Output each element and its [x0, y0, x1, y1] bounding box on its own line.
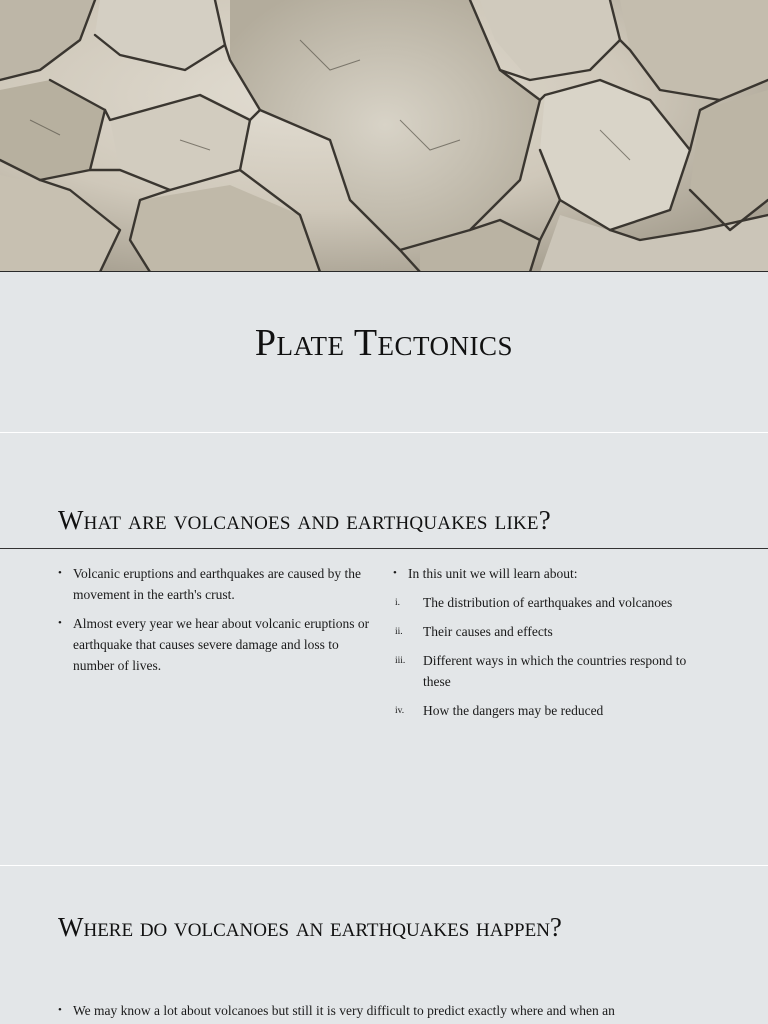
item-text: Their causes and effects	[423, 624, 553, 639]
bullet-marker: •	[58, 1004, 62, 1016]
title-slide	[0, 0, 768, 432]
slide-heading: Where do volcanoes an earthquakes happen?	[58, 912, 562, 942]
list-item	[58, 563, 378, 605]
numbered-item	[393, 650, 693, 692]
roman-numeral: iv.	[395, 706, 405, 716]
title-area	[0, 273, 768, 432]
bullet-text: We may know a lot about volcanoes but still it is very difficult to predict exactly where and when an	[73, 1003, 615, 1018]
bullet-marker: •	[58, 617, 62, 629]
volcanoes-earthquakes-slide	[0, 433, 768, 865]
list-item	[393, 563, 693, 584]
page-title: Plate Tectonics	[254, 322, 514, 364]
roman-numeral: i.	[395, 598, 401, 608]
numbered-item	[393, 592, 693, 613]
roman-numeral: ii.	[395, 627, 403, 637]
numbered-item	[393, 700, 693, 721]
roman-numeral: iii.	[395, 656, 406, 666]
left-column	[58, 563, 378, 684]
item-text: The distribution of earthquakes and volcanoes	[423, 595, 673, 610]
slide-heading: What are volcanoes and earthquakes like?	[58, 505, 551, 535]
bullet-marker: •	[393, 567, 397, 579]
bullet-text: Almost every year we hear about volcanic eruptions or earthquake that causes severe damage and loss to number of lives.	[73, 616, 370, 673]
cracked-earth-image	[0, 0, 768, 272]
slide-body	[58, 1000, 748, 1024]
right-column	[393, 563, 693, 729]
bullet-marker: •	[58, 567, 62, 579]
list-item	[58, 1000, 748, 1021]
bullet-text: Volcanic eruptions and earthquakes are caused by the movement in the earth's crust.	[73, 566, 362, 602]
item-text: How the dangers may be reduced	[423, 703, 604, 718]
numbered-item	[393, 621, 693, 642]
heading-rule	[0, 548, 768, 549]
list-item	[58, 613, 378, 676]
where-slide	[0, 866, 768, 1024]
bullet-text: In this unit we will learn about:	[408, 566, 578, 581]
item-text: Different ways in which the countries respond to these	[423, 653, 687, 689]
